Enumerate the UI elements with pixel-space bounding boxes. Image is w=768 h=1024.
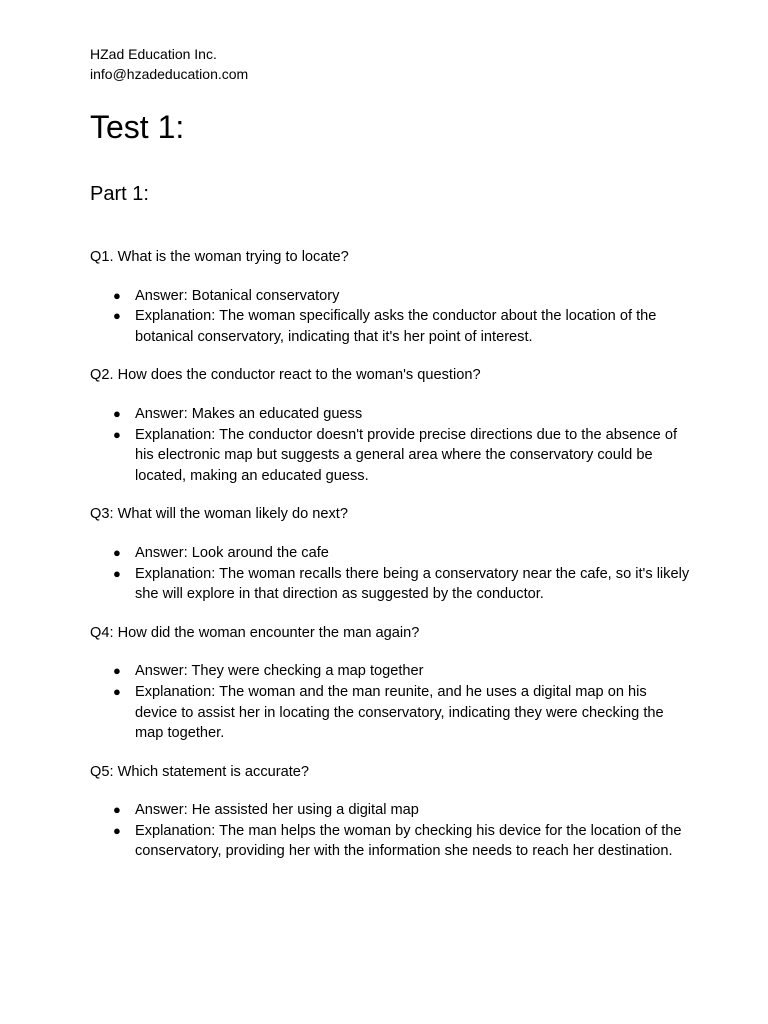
answer-item bbox=[90, 286, 690, 307]
explanation-item bbox=[90, 564, 690, 605]
bullet-icon: ● bbox=[113, 426, 121, 442]
question-block-3 bbox=[90, 504, 690, 604]
answer-list bbox=[90, 800, 690, 862]
bullet-icon: ● bbox=[113, 308, 121, 324]
explanation-item bbox=[90, 306, 690, 347]
answer-item bbox=[90, 661, 690, 682]
question-text: Q3: What will the woman likely do next? bbox=[90, 506, 348, 523]
question-text: Q5: Which statement is accurate? bbox=[90, 763, 309, 780]
explanation-text: Explanation: The woman recalls there being a conservatory near the cafe, so it's likely she will explore in that direction as suggested by the conductor. bbox=[135, 565, 690, 603]
explanation-text: Explanation: The man helps the woman by checking his device for the location of the conservatory, providing her with the information she needs to reach her destination. bbox=[135, 822, 682, 860]
bullet-icon: ● bbox=[113, 822, 121, 838]
answer-item bbox=[90, 800, 690, 821]
document-title: Test 1: bbox=[90, 109, 185, 145]
bullet-icon: ● bbox=[113, 663, 121, 679]
org-name: HZad Education Inc. bbox=[90, 46, 217, 62]
question-text: Q4: How did the woman encounter the man again? bbox=[90, 624, 420, 641]
org-email: info@hzadeducation.com bbox=[90, 66, 249, 82]
answer-text: Answer: He assisted her using a digital map bbox=[135, 802, 419, 819]
explanation-item bbox=[90, 682, 690, 744]
explanation-item bbox=[90, 821, 690, 862]
answer-text: Answer: Botanical conservatory bbox=[135, 287, 340, 304]
answer-text: Answer: Makes an educated guess bbox=[135, 405, 363, 422]
part-title: Part 1: bbox=[90, 183, 149, 205]
question-text: Q2. How does the conductor react to the woman's question? bbox=[90, 367, 481, 384]
answer-list bbox=[90, 543, 690, 605]
question-block-4 bbox=[90, 623, 690, 744]
answer-item bbox=[90, 543, 690, 564]
explanation-text: Explanation: The woman specifically asks the conductor about the location of the botanical conservatory, indicating that it's her point of interest. bbox=[135, 308, 657, 345]
answer-list bbox=[90, 286, 690, 348]
answer-item bbox=[90, 404, 690, 425]
question-text: Q1. What is the woman trying to locate? bbox=[90, 249, 349, 265]
bullet-icon: ● bbox=[113, 565, 121, 581]
answer-list bbox=[90, 661, 690, 743]
question-block-1 bbox=[90, 247, 690, 347]
bullet-icon: ● bbox=[113, 802, 121, 818]
answer-text: Answer: They were checking a map together bbox=[135, 663, 424, 680]
bullet-icon: ● bbox=[113, 287, 121, 303]
bullet-icon: ● bbox=[113, 544, 121, 560]
bullet-icon: ● bbox=[113, 405, 121, 421]
explanation-item bbox=[90, 425, 690, 487]
document-page bbox=[90, 44, 690, 862]
explanation-text: Explanation: The conductor doesn't provide precise directions due to the absence of his electronic map but suggests a general area where the conservatory could be located, making an educated guess. bbox=[135, 426, 678, 484]
question-block-2 bbox=[90, 365, 690, 486]
explanation-text: Explanation: The woman and the man reunite, and he uses a digital map on his device to assist her in locating the conservatory, indicating they were checking the map together. bbox=[135, 683, 664, 742]
answer-text: Answer: Look around the cafe bbox=[135, 544, 329, 561]
bullet-icon: ● bbox=[113, 683, 121, 699]
answer-list bbox=[90, 404, 690, 486]
question-block-5 bbox=[90, 762, 690, 862]
